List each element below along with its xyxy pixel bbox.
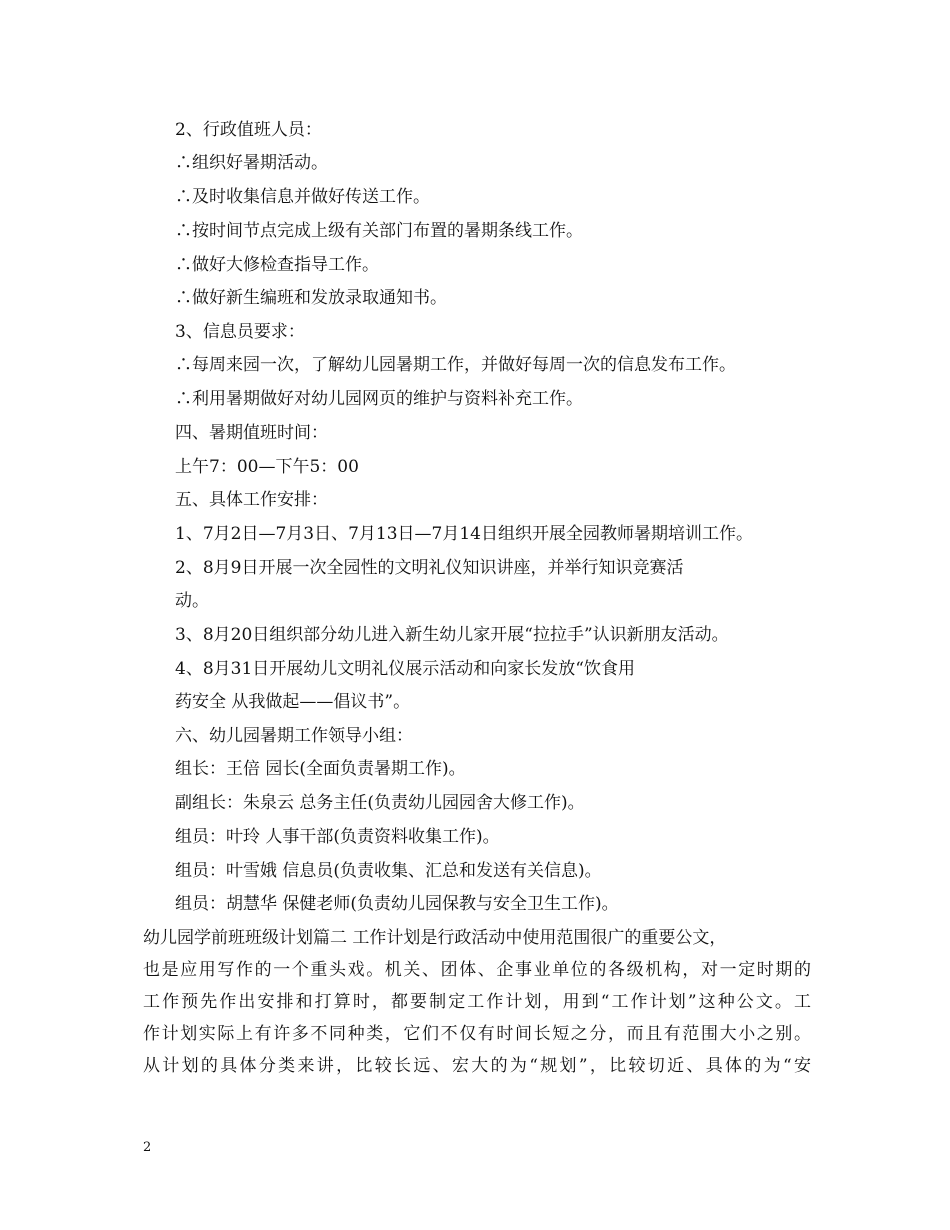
text-line-14: 2、8月9日开展一次全园性的文明礼仪知识讲座，并举行知识竞赛活 xyxy=(175,558,684,578)
text-line-9: ∴利用暑期做好对幼儿园网页的维护与资料补充工作。 xyxy=(175,389,583,409)
paragraph-line-5: 从计划的具体分类来讲，比较长远、宏大的为“规划”，比较切近、具体的为“安 xyxy=(143,1056,811,1076)
text-line-16: 3、8月20日组织部分幼儿进入新生幼儿家开展“拉拉手”认识新朋友活动。 xyxy=(175,625,729,645)
paragraph-line-4: 作计划实际上有许多不同种类，它们不仅有时间长短之分，而且有范围大小之别。 xyxy=(143,1024,811,1044)
text-line-5: ∴做好大修检查指导工作。 xyxy=(175,255,379,275)
text-line-8: ∴每周来园一次，了解幼儿园暑期工作，并做好每周一次的信息发布工作。 xyxy=(175,355,736,375)
text-line-23: 组员：叶雪娥 信息员(负责收集、汇总和发送有关信息)。 xyxy=(175,861,602,881)
text-line-7: 3、信息员要求： xyxy=(175,322,305,342)
text-line-13: 1、7月2日—7月3日、7月13日—7月14日组织开展全园教师暑期培训工作。 xyxy=(175,524,753,544)
text-line-2: ∴组织好暑期活动。 xyxy=(175,153,328,173)
text-line-19: 六、幼儿园暑期工作领导小组： xyxy=(175,726,413,746)
text-line-21: 副组长：朱泉云 总务主任(负责幼儿园园舍大修工作)。 xyxy=(175,793,585,813)
text-line-1: 2、行政值班人员： xyxy=(175,120,322,140)
text-line-10: 四、暑期值班时间： xyxy=(175,423,328,443)
text-line-18: 药安全 从我做起——倡议书”。 xyxy=(175,692,411,712)
text-line-20: 组长：王倍 园长(全面负责暑期工作)。 xyxy=(175,759,466,779)
paragraph-line-2: 也是应用写作的一个重头戏。机关、团体、企事业单位的各级机构，对一定时期的 xyxy=(143,960,811,980)
paragraph-line-1: 幼儿园学前班班级计划篇二 工作计划是行政活动中使用范围很广的重要公文， xyxy=(143,928,727,948)
text-line-12: 五、具体工作安排： xyxy=(175,490,328,510)
text-line-15: 动。 xyxy=(175,591,209,611)
page-number: 2 xyxy=(143,1140,152,1155)
text-line-11: 上午7：00—下午5：00 xyxy=(175,457,359,477)
text-line-6: ∴做好新生编班和发放录取通知书。 xyxy=(175,288,447,308)
text-line-4: ∴按时间节点完成上级有关部门布置的暑期条线工作。 xyxy=(175,221,583,241)
text-line-3: ∴及时收集信息并做好传送工作。 xyxy=(175,187,430,207)
text-line-17: 4、8月31日开展幼儿文明礼仪展示活动和向家长发放“饮食用 xyxy=(175,659,635,679)
text-line-24: 组员：胡慧华 保健老师(负责幼儿园保教与安全卫生工作)。 xyxy=(175,894,619,914)
body-paragraph xyxy=(143,922,811,1082)
text-line-22: 组员：叶玲 人事干部(负责资料收集工作)。 xyxy=(175,827,500,847)
paragraph-line-3: 工作预先作出安排和打算时，都要制定工作计划，用到“工作计划”这种公文。工 xyxy=(143,992,811,1012)
